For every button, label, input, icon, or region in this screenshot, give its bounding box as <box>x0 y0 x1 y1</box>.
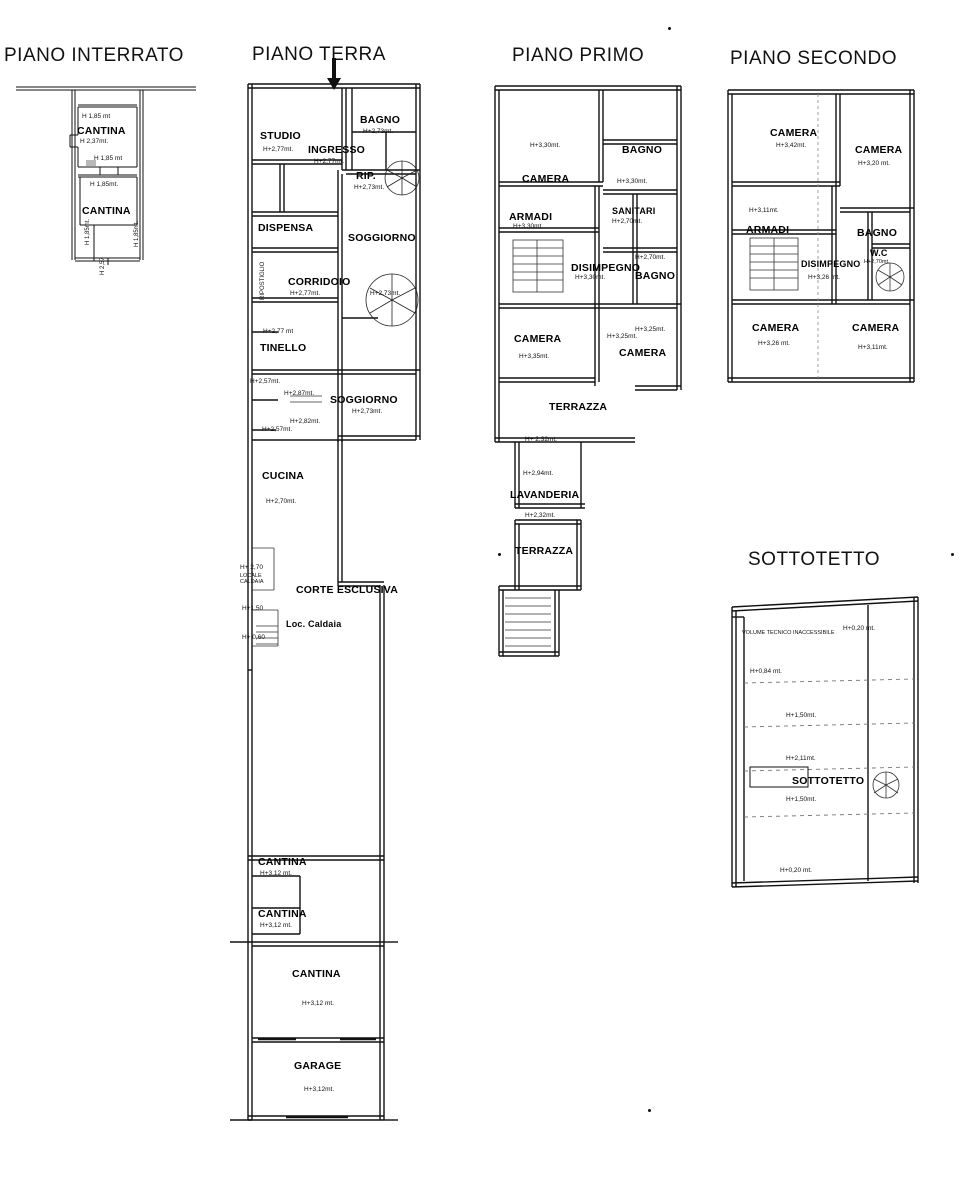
plan-secondo-drawing <box>718 82 928 402</box>
room-label-armadi-s: ARMADI <box>746 224 790 236</box>
room-label-lavanderia: LAVANDERIA <box>510 489 580 501</box>
height-label-i2: H 1,85 mt <box>94 155 123 162</box>
height-label-i4: H 1,85mt. <box>85 218 91 245</box>
room-label-disimpegno-s: DISIMPEGNO <box>801 259 861 269</box>
plan-piano-interrato <box>0 75 230 295</box>
room-label-terrazza-p2: TERRAZZA <box>515 545 574 557</box>
room-label-tinello: TINELLO <box>260 342 307 354</box>
height-label-garage: H+3,12mt. <box>304 1086 335 1093</box>
room-label-rip: RIP. <box>356 170 376 182</box>
floor-title-primo: PIANO PRIMO <box>512 45 645 66</box>
height-label-t5: H+ 0,60 <box>242 634 265 641</box>
room-label-volume-tecnico: VOLUME TECNICO INACCESSIBILE <box>742 630 835 636</box>
room-label-camera-p2: CAMERA <box>514 333 562 345</box>
height-label-cantina-t2: H+3,12 mt. <box>260 922 292 929</box>
height-label-bagno-p2: H+2,70mt. <box>635 254 666 261</box>
registration-dot-right <box>951 553 954 556</box>
room-label-camera-s3: CAMERA <box>752 322 800 334</box>
height-label-locale-caldaia: H+ 2,70 <box>240 564 263 571</box>
height-label-ingresso: H+2,77mt. <box>314 158 345 165</box>
height-label-terrazza-p2: H+2,32mt. <box>525 512 556 519</box>
room-label-locale-caldaia: LOCALE CALDAIA <box>240 573 264 585</box>
room-label-soggiorno-1: SOGGIORNO <box>348 232 416 244</box>
height-label-camera-s1: H+3,42mt. <box>776 142 807 149</box>
height-label-cucina: H+2,70mt. <box>266 498 297 505</box>
room-label-ingresso: INGRESSO <box>308 144 366 156</box>
room-label-bagno-terra: BAGNO <box>360 114 401 126</box>
floor-title-terra: PIANO TERRA <box>252 44 386 65</box>
height-label-studio: H+2,77mt. <box>263 146 294 153</box>
height-label-soggiorno-2: H+2,73mt. <box>352 408 383 415</box>
room-label-corridoio: CORRIDOIO <box>288 276 351 288</box>
height-label-cantina-1: H 2,37mt. <box>80 138 109 145</box>
plan-piano-primo <box>485 78 695 698</box>
room-label-camera-s4: CAMERA <box>852 322 900 334</box>
floor-title-interrato: PIANO INTERRATO <box>4 45 184 66</box>
room-label-cantina-2: CANTINA <box>82 205 131 217</box>
height-label-i6: H 2,57 <box>100 257 106 275</box>
height-label-soggiorno-1: H+2,73mt. <box>370 290 401 297</box>
height-label-t1: H+2,57mt. <box>250 378 281 385</box>
plan-piano-terra <box>230 70 450 1130</box>
room-label-armadi-p1: ARMADI <box>509 211 553 223</box>
room-label-camera-s2: CAMERA <box>855 144 903 156</box>
room-label-camera-p1: CAMERA <box>522 173 570 185</box>
height-label-armadi-s: H+3,11mt. <box>749 207 779 214</box>
height-label-corridoio: H+2,77mt. <box>290 290 321 297</box>
height-label-t4: H+2,82mt. <box>290 418 321 425</box>
registration-dot-top <box>668 27 671 30</box>
height-label-bagno-p1: H+3,30mt. <box>617 178 648 185</box>
room-label-cantina-t3: CANTINA <box>292 968 341 980</box>
room-label-bagno-p2: BAGNO <box>635 270 676 282</box>
north-arrow-icon <box>325 58 343 92</box>
plan-piano-secondo <box>718 82 928 402</box>
height-label-camera-s2: H+3,20 mt. <box>858 160 890 167</box>
room-label-corte-esclusiva: CORTE ESCLUSIVA <box>296 584 398 596</box>
height-label-rip: H+2,73mt. <box>354 184 385 191</box>
room-label-disimpegno-p1: DISIMPEGNO <box>571 262 641 274</box>
room-label-sottotetto: SOTTOTETTO <box>792 775 865 787</box>
height-label-st-0: H+0,20 mt. <box>843 625 875 632</box>
height-label-t2: H+2,87mt. <box>284 390 315 397</box>
floor-title-secondo: PIANO SECONDO <box>730 48 897 69</box>
height-label-cantina-t1: H+3,12 mt. <box>260 870 292 877</box>
height-label-st-5: H+0,20 mt. <box>780 867 812 874</box>
room-label-camera-s1: CAMERA <box>770 127 818 139</box>
height-label-i5: H 1,85mt. <box>134 220 140 247</box>
height-label-p2: H+3,25mt. <box>635 326 666 333</box>
height-label-camera-s3: H+3,26 mt. <box>758 340 790 347</box>
height-label-disimpegno-s: H+3,26 mt. <box>808 274 840 281</box>
height-label-loc-caldaia: H+1,50 <box>242 605 264 612</box>
room-label-cantina-t2: CANTINA <box>258 908 307 920</box>
room-label-studio: STUDIO <box>260 130 301 142</box>
height-label-camera-p1: H+3,30mt. <box>530 142 561 149</box>
room-label-bagno-s: BAGNO <box>857 227 898 239</box>
height-label-wc-s: H+2,70mt. <box>864 259 890 265</box>
room-label-soggiorno-2: SOGGIORNO <box>330 394 398 406</box>
room-label-wc-s: W.C <box>870 248 888 258</box>
height-label-st-1: H+0,84 mt. <box>750 668 782 675</box>
height-label-sanitari: H+2,70mt. <box>612 218 643 225</box>
room-label-camera-p3: CAMERA <box>619 347 667 359</box>
height-label-terrazza-p1: H+ 2,32mt. <box>525 436 557 443</box>
height-label-p1: H+3,25mt. <box>607 333 638 340</box>
height-label-camera-p2: H+3,35mt. <box>519 353 550 360</box>
height-label-camera-s4: H+3,11mt. <box>858 344 888 351</box>
height-label-lavanderia: H+2,94mt. <box>523 470 554 477</box>
registration-dot-bottom <box>648 1109 651 1112</box>
height-label-armadi-p1: H+3,30mt. <box>513 223 544 230</box>
plan-primo-drawing <box>485 78 695 698</box>
room-label-dispensa: DISPENSA <box>258 222 314 234</box>
height-label-st-3: H+2,11mt. <box>786 755 816 762</box>
room-label-sanitari: SANITARI <box>612 206 656 216</box>
room-label-loc-caldaia: Loc. Caldaia <box>286 619 342 629</box>
height-label-st-4: H+1,50mt. <box>786 796 817 803</box>
room-label-garage: GARAGE <box>294 1060 342 1072</box>
height-label-st-2: H+1,50mt. <box>786 712 817 719</box>
height-label-disimpegno-p1: H+3,30mt. <box>575 274 606 281</box>
floor-title-sottotetto: SOTTOTETTO <box>748 549 881 570</box>
room-label-cantina-1: CANTINA <box>77 125 126 137</box>
plan-sottotetto <box>718 585 938 915</box>
room-label-cantina-t1: CANTINA <box>258 856 307 868</box>
height-label-cantina-t3: H+3,12 mt. <box>302 1000 334 1007</box>
room-label-bagno-p1: BAGNO <box>622 144 663 156</box>
room-label-cucina: CUCINA <box>262 470 305 482</box>
height-label-t3: H+2,57mt. <box>262 426 293 433</box>
height-label-bagno-terra: H+2,73mt. <box>363 128 394 135</box>
room-label-terrazza-p1: TERRAZZA <box>549 401 608 413</box>
room-label-ripostiglio: RIPOSTIGLIO <box>260 261 266 300</box>
height-label-tinello: H+2,77 mt <box>263 328 294 335</box>
height-label-i1: H 1,85 mt <box>82 113 111 120</box>
height-label-i3: H 1,85mt. <box>90 181 119 188</box>
